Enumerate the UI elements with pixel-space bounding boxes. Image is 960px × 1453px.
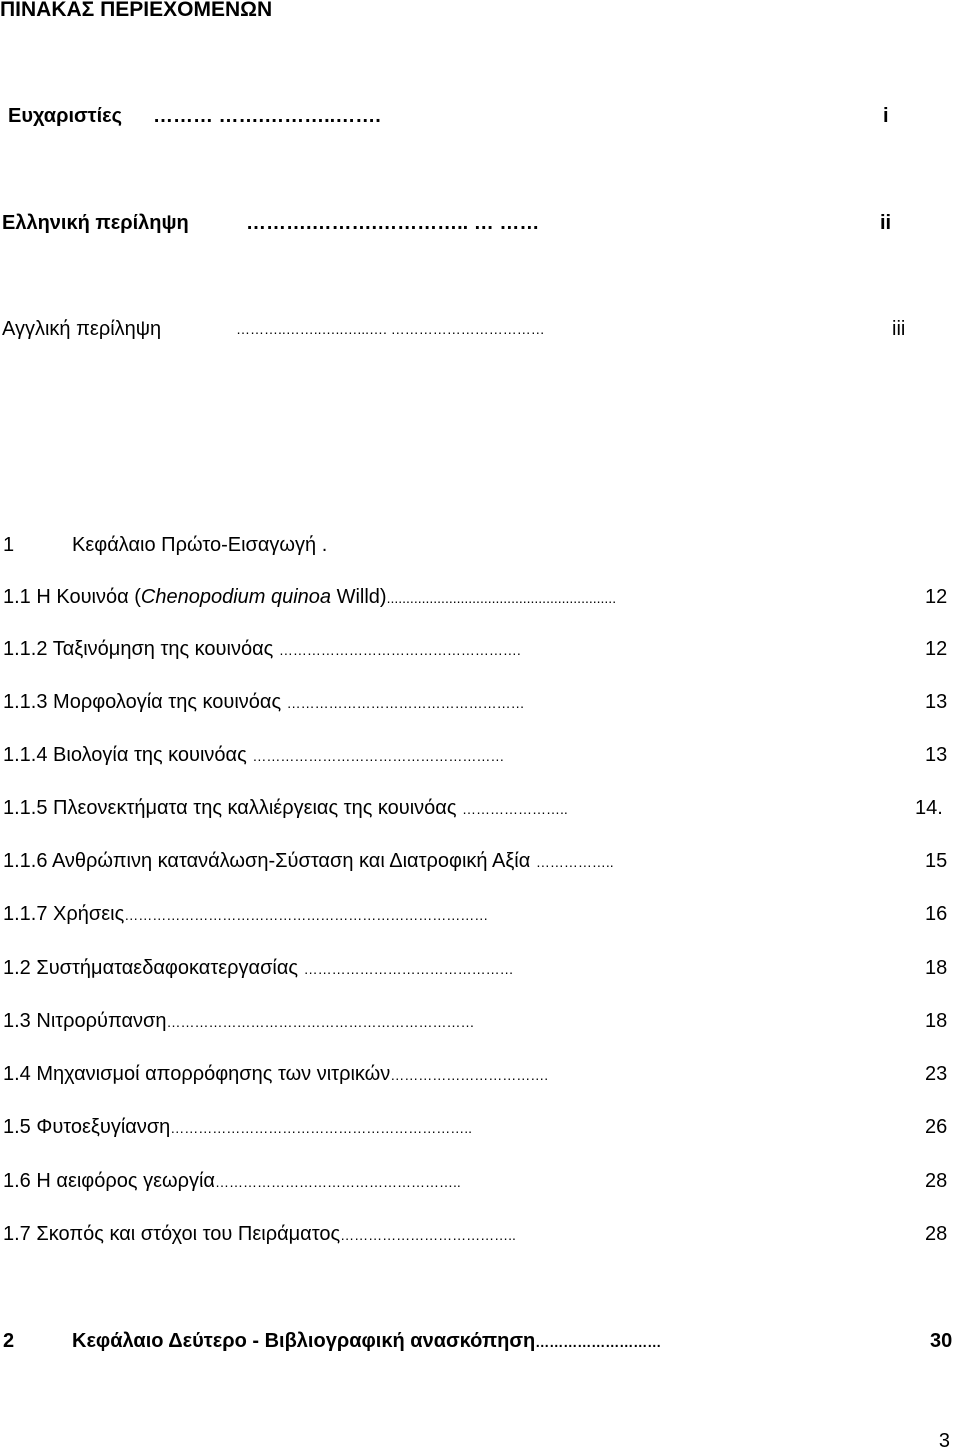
entry-title: Φυτοεξυγίανση [36, 1116, 171, 1138]
entry-number: 1.1.5 [3, 797, 48, 819]
entry-dots: ……………………………………………………….. [170, 1120, 473, 1136]
toc-entry[interactable] [3, 1169, 461, 1194]
entry-page: ii [880, 212, 892, 234]
entry-dots: ……….……….………….. … …… [246, 212, 540, 234]
entry-title-italic: Chenopodium quinoa [140, 586, 332, 608]
entry-page: 16 [925, 903, 948, 925]
entry-number: 1.1.7 [3, 903, 48, 925]
entry-page: 13 [925, 744, 948, 766]
toc-entry[interactable] [3, 956, 514, 981]
entry-dots: …………….. [535, 854, 614, 870]
toc-entry[interactable] [3, 1009, 475, 1034]
entry-title-part: Η Κουινόα ( [36, 586, 141, 608]
toc-entry-acknowledgements[interactable] [8, 104, 122, 128]
entry-dots: ……… …….………..……. [153, 105, 381, 127]
entry-number: 1.1.6 [3, 850, 48, 872]
entry-number: 1.5 [3, 1116, 31, 1138]
entry-dots: ……………………………………… [303, 961, 514, 977]
page-number: 3 [938, 1430, 950, 1452]
entry-title: Χρήσεις [53, 903, 125, 925]
entry-title: Αγγλική περίληψη [2, 318, 162, 340]
entry-dots: ………………………………………………………… [166, 1014, 475, 1030]
entry-number: 1.4 [3, 1063, 31, 1085]
chapter-2-entry[interactable] [72, 1329, 661, 1354]
entry-dots: ………………….. [462, 801, 568, 817]
entry-title: Ανθρώπινη κατανάλωση-Σύσταση και Διατροφική Αξία [51, 850, 531, 872]
entry-title: Ταξινόμηση της κουινόας [52, 638, 274, 660]
entry-number: 1.6 [3, 1170, 31, 1192]
toc-entry-greek-abstract[interactable] [2, 211, 189, 235]
entry-title: Ευχαριστίες [8, 105, 123, 127]
entry-page: 18 [925, 957, 948, 979]
entry-page: iii [892, 318, 906, 340]
entry-title: Πλεονεκτήματα της καλλιέργειας της κουινόας [53, 797, 457, 819]
toc-entry[interactable] [3, 1222, 516, 1247]
entry-title: Σκοπός και στόχοι του Πειράματος [36, 1223, 341, 1245]
toc-entry[interactable] [3, 796, 568, 821]
chapter-2-number: 2 [3, 1330, 15, 1352]
entry-number: 1.3 [3, 1010, 31, 1032]
toc-entry[interactable] [3, 1062, 548, 1087]
entry-title: Μηχανισμοί απορρόφησης των νιτρικών [36, 1063, 391, 1085]
entry-dots: ........................................................... [386, 590, 617, 606]
entry-title: Ελληνική περίληψη [2, 212, 189, 234]
entry-page: 28 [925, 1170, 948, 1192]
entry-number: 1.7 [3, 1223, 31, 1245]
entry-page: 18 [925, 1010, 948, 1032]
chapter-1-title[interactable]: Κεφάλαιο Πρώτο-Εισαγωγή . [72, 534, 328, 556]
entry-page: 12 [925, 638, 948, 660]
toc-entry[interactable] [3, 743, 504, 768]
entry-title: Η αειφόρος γεωργία [36, 1170, 215, 1192]
toc-entry[interactable] [3, 585, 616, 610]
toc-entry-english-abstract[interactable] [2, 317, 161, 341]
entry-page: 28 [925, 1223, 948, 1245]
entry-page: 15 [925, 850, 948, 872]
toc-heading: ΠΙΝΑΚΑΣ ΠΕΡΙΕΧΟΜΕΝΩΝ [0, 0, 273, 21]
entry-title: Βιολογία της κουινόας [53, 744, 247, 766]
entry-page: i [883, 105, 889, 127]
toc-entry[interactable] [3, 690, 525, 715]
entry-page: 23 [925, 1063, 948, 1085]
entry-dots: ……………………………………………. [278, 642, 521, 658]
entry-page: 12 [925, 586, 948, 608]
chapter-1-number: 1 [3, 534, 15, 556]
entry-page: 13 [925, 691, 948, 713]
entry-page: 14. [915, 797, 943, 819]
entry-dots: …………………………………………….. [215, 1174, 461, 1190]
entry-dots: ……………………………………………… [252, 748, 505, 764]
entry-dots: ……………………………. [390, 1067, 549, 1083]
entry-title: Νιτρορύπανση [36, 1010, 167, 1032]
entry-number: 1.1.3 [3, 691, 48, 713]
entry-dots: ……………………………….. [340, 1227, 516, 1243]
entry-dots: …………………………………………… [286, 695, 525, 711]
entry-title: Μορφολογία της κουινόας [53, 691, 282, 713]
toc-entry[interactable] [3, 1115, 472, 1140]
entry-page: 30 [930, 1330, 953, 1352]
entry-number: 1.1.2 [3, 638, 48, 660]
entry-number: 1.1 [3, 586, 31, 608]
entry-page: 26 [925, 1116, 948, 1138]
entry-number: 1.1.4 [3, 744, 48, 766]
entry-dots: ……………………… [535, 1334, 662, 1350]
entry-number: 1.2 [3, 957, 31, 979]
entry-dots: …………………………………………………………………… [124, 907, 489, 923]
entry-dots: ………..……..…..…...…. …………………………… [236, 321, 545, 337]
entry-title-part: Willd) [331, 586, 387, 608]
toc-entry[interactable] [3, 902, 488, 927]
toc-entry[interactable] [3, 849, 614, 874]
entry-title: Συστήματαεδαφοκατεργασίας [36, 957, 299, 979]
toc-entry[interactable] [3, 637, 521, 662]
chapter-2-title: Κεφάλαιο Δεύτερο - Βιβλιογραφική ανασκόπηση [72, 1330, 536, 1352]
